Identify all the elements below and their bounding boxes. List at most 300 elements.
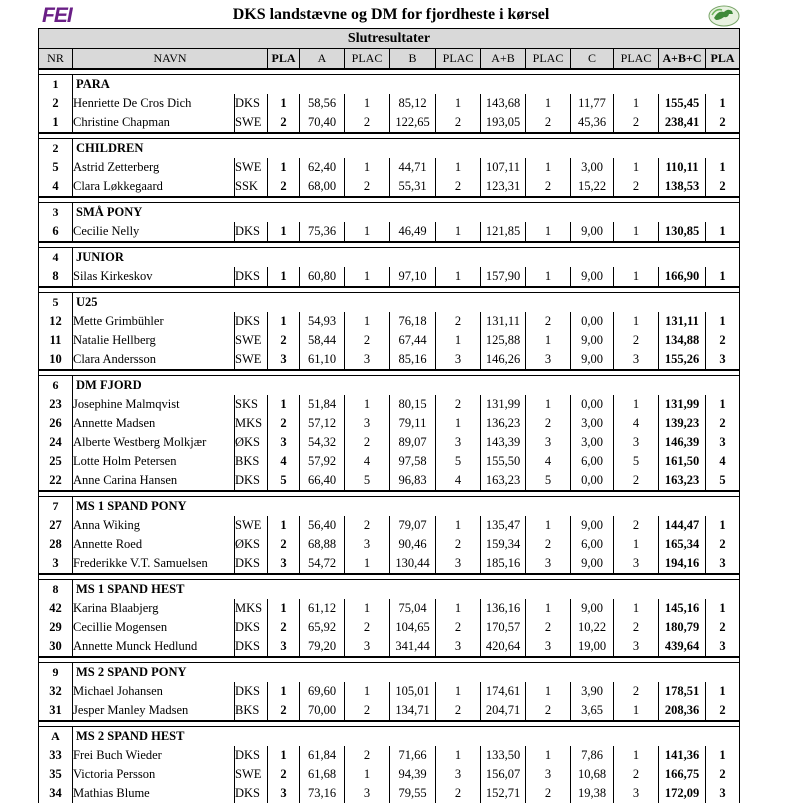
plac-a: 2 bbox=[345, 618, 390, 637]
placement: 1 bbox=[268, 682, 300, 701]
score-a: 51,84 bbox=[300, 395, 345, 414]
plac-a: 1 bbox=[345, 765, 390, 784]
club-code: DKS bbox=[235, 94, 268, 113]
plac-b: 1 bbox=[436, 599, 481, 618]
score-a: 54,72 bbox=[300, 554, 345, 574]
score-ab: 125,88 bbox=[481, 331, 526, 350]
rider-number: 23 bbox=[49, 397, 62, 411]
score-c: 9,00 bbox=[571, 554, 614, 574]
score-abc: 131,11 bbox=[659, 312, 706, 331]
final-placement: 3 bbox=[706, 554, 740, 574]
score-abc: 194,16 bbox=[659, 554, 706, 574]
plac-ab: 4 bbox=[526, 452, 571, 471]
rider-name: Anna Wiking bbox=[73, 516, 235, 535]
table-row bbox=[39, 414, 740, 433]
plac-c: 2 bbox=[614, 516, 659, 535]
club-code: SWE bbox=[235, 113, 268, 133]
score-abc: 161,50 bbox=[659, 452, 706, 471]
final-placement: 1 bbox=[706, 746, 740, 765]
table-row bbox=[39, 599, 740, 618]
final-placement: 2 bbox=[706, 765, 740, 784]
score-a: 60,80 bbox=[300, 267, 345, 287]
club-code: DKS bbox=[235, 222, 268, 242]
club-code: BKS bbox=[235, 452, 268, 471]
plac-b: 1 bbox=[436, 267, 481, 287]
final-placement: 2 bbox=[706, 331, 740, 350]
plac-c: 1 bbox=[614, 222, 659, 242]
plac-a: 2 bbox=[345, 701, 390, 721]
score-c: 9,00 bbox=[571, 516, 614, 535]
rider-number: 29 bbox=[49, 620, 62, 634]
club-code: DKS bbox=[235, 618, 268, 637]
rider-name: Cecillie Mogensen bbox=[73, 618, 235, 637]
plac-a: 2 bbox=[345, 177, 390, 197]
table-row bbox=[39, 312, 740, 331]
score-a: 61,12 bbox=[300, 599, 345, 618]
score-ab: 146,26 bbox=[481, 350, 526, 370]
rider-number: 31 bbox=[49, 703, 62, 717]
score-ab: 131,11 bbox=[481, 312, 526, 331]
rider-number: 11 bbox=[49, 333, 62, 347]
category-name: DM FJORD bbox=[73, 376, 740, 396]
plac-ab: 2 bbox=[526, 701, 571, 721]
table-row bbox=[39, 765, 740, 784]
plac-ab: 2 bbox=[526, 113, 571, 133]
plac-b: 1 bbox=[436, 746, 481, 765]
plac-ab: 2 bbox=[526, 312, 571, 331]
category-number: 9 bbox=[52, 665, 59, 679]
club-code: BKS bbox=[235, 701, 268, 721]
plac-ab: 3 bbox=[526, 765, 571, 784]
score-abc: 155,45 bbox=[659, 94, 706, 113]
score-abc: 238,41 bbox=[659, 113, 706, 133]
placement: 2 bbox=[268, 177, 300, 197]
table-row bbox=[39, 516, 740, 535]
plac-a: 2 bbox=[345, 516, 390, 535]
table-row bbox=[39, 395, 740, 414]
rider-name: Frederikke V.T. Samuelsen bbox=[73, 554, 235, 574]
table-row bbox=[39, 452, 740, 471]
category-row bbox=[39, 139, 740, 159]
score-b: 79,55 bbox=[390, 784, 436, 803]
score-b: 341,44 bbox=[390, 637, 436, 657]
rider-number: 26 bbox=[49, 416, 62, 430]
rider-number: 8 bbox=[52, 269, 59, 283]
placement: 5 bbox=[268, 471, 300, 491]
plac-c: 1 bbox=[614, 599, 659, 618]
score-ab: 143,68 bbox=[481, 94, 526, 113]
club-code: ØKS bbox=[235, 433, 268, 452]
score-c: 9,00 bbox=[571, 267, 614, 287]
score-ab: 174,61 bbox=[481, 682, 526, 701]
rider-number: 28 bbox=[49, 537, 62, 551]
score-abc: 166,90 bbox=[659, 267, 706, 287]
category-name: CHILDREN bbox=[73, 139, 740, 159]
rider-number: 10 bbox=[49, 352, 62, 366]
plac-b: 3 bbox=[436, 637, 481, 657]
score-c: 9,00 bbox=[571, 350, 614, 370]
rider-name: Cecilie Nelly bbox=[73, 222, 235, 242]
score-abc: 144,47 bbox=[659, 516, 706, 535]
score-a: 62,40 bbox=[300, 158, 345, 177]
rider-number: 33 bbox=[49, 748, 62, 762]
plac-ab: 1 bbox=[526, 267, 571, 287]
final-placement: 3 bbox=[706, 350, 740, 370]
plac-ab: 1 bbox=[526, 395, 571, 414]
club-code: DKS bbox=[235, 682, 268, 701]
final-placement: 1 bbox=[706, 682, 740, 701]
club-code: MKS bbox=[235, 599, 268, 618]
score-b: 71,66 bbox=[390, 746, 436, 765]
score-abc: 141,36 bbox=[659, 746, 706, 765]
plac-a: 1 bbox=[345, 222, 390, 242]
rider-name: Lotte Holm Petersen bbox=[73, 452, 235, 471]
club-code: SSK bbox=[235, 177, 268, 197]
score-a: 69,60 bbox=[300, 682, 345, 701]
club-code: SKS bbox=[235, 395, 268, 414]
score-ab: 185,16 bbox=[481, 554, 526, 574]
category-number: 2 bbox=[52, 141, 59, 155]
score-a: 68,88 bbox=[300, 535, 345, 554]
plac-a: 2 bbox=[345, 746, 390, 765]
score-c: 3,00 bbox=[571, 414, 614, 433]
placement: 1 bbox=[268, 222, 300, 242]
club-code: MKS bbox=[235, 414, 268, 433]
final-placement: 2 bbox=[706, 177, 740, 197]
score-b: 97,10 bbox=[390, 267, 436, 287]
placement: 2 bbox=[268, 414, 300, 433]
plac-a: 3 bbox=[345, 414, 390, 433]
club-code: DKS bbox=[235, 784, 268, 803]
score-ab: 152,71 bbox=[481, 784, 526, 803]
category-row bbox=[39, 497, 740, 517]
rider-number: 5 bbox=[52, 160, 59, 174]
rider-name: Astrid Zetterberg bbox=[73, 158, 235, 177]
score-a: 70,00 bbox=[300, 701, 345, 721]
score-ab: 136,16 bbox=[481, 599, 526, 618]
score-a: 61,84 bbox=[300, 746, 345, 765]
placement: 1 bbox=[268, 267, 300, 287]
plac-b: 2 bbox=[436, 535, 481, 554]
score-abc: 439,64 bbox=[659, 637, 706, 657]
score-ab: 204,71 bbox=[481, 701, 526, 721]
plac-a: 1 bbox=[345, 395, 390, 414]
final-placement: 1 bbox=[706, 516, 740, 535]
plac-ab: 3 bbox=[526, 433, 571, 452]
plac-c: 3 bbox=[614, 433, 659, 452]
rider-name: Anne Carina Hansen bbox=[73, 471, 235, 491]
rider-number: 30 bbox=[49, 639, 62, 653]
plac-a: 1 bbox=[345, 312, 390, 331]
plac-b: 1 bbox=[436, 414, 481, 433]
category-name: MS 1 SPAND PONY bbox=[73, 497, 740, 517]
score-c: 10,22 bbox=[571, 618, 614, 637]
category-name: MS 2 SPAND HEST bbox=[73, 727, 740, 747]
plac-ab: 3 bbox=[526, 637, 571, 657]
rider-number: 3 bbox=[52, 556, 59, 570]
rider-number: 34 bbox=[49, 786, 62, 800]
score-abc: 180,79 bbox=[659, 618, 706, 637]
rider-name: Victoria Persson bbox=[73, 765, 235, 784]
fei-logo: FEI bbox=[42, 4, 72, 27]
final-placement: 5 bbox=[706, 471, 740, 491]
rider-number: 27 bbox=[49, 518, 62, 532]
score-c: 9,00 bbox=[571, 331, 614, 350]
club-code: DKS bbox=[235, 637, 268, 657]
table-row bbox=[39, 158, 740, 177]
score-abc: 172,09 bbox=[659, 784, 706, 803]
plac-c: 1 bbox=[614, 535, 659, 554]
placement: 2 bbox=[268, 535, 300, 554]
placement: 3 bbox=[268, 554, 300, 574]
score-c: 6,00 bbox=[571, 452, 614, 471]
rider-name: Silas Kirkeskov bbox=[73, 267, 235, 287]
score-ab: 143,39 bbox=[481, 433, 526, 452]
score-b: 85,12 bbox=[390, 94, 436, 113]
plac-c: 3 bbox=[614, 784, 659, 803]
col-header-b: B bbox=[390, 49, 436, 70]
plac-a: 3 bbox=[345, 350, 390, 370]
final-placement: 4 bbox=[706, 452, 740, 471]
plac-c: 2 bbox=[614, 765, 659, 784]
rider-number: 4 bbox=[52, 179, 59, 193]
col-header-ab: A+B bbox=[481, 49, 526, 70]
column-header-row bbox=[39, 49, 740, 70]
document-title: DKS landstævne og DM for fjordheste i kørsel bbox=[232, 6, 550, 23]
plac-ab: 1 bbox=[526, 599, 571, 618]
score-b: 94,39 bbox=[390, 765, 436, 784]
score-ab: 136,23 bbox=[481, 414, 526, 433]
score-ab: 107,11 bbox=[481, 158, 526, 177]
plac-a: 2 bbox=[345, 331, 390, 350]
club-code: SWE bbox=[235, 350, 268, 370]
plac-c: 1 bbox=[614, 312, 659, 331]
col-header-ab-plac: PLAC bbox=[526, 49, 571, 70]
score-b: 97,58 bbox=[390, 452, 436, 471]
category-name: U25 bbox=[73, 293, 740, 313]
col-header-nr: NR bbox=[39, 49, 73, 70]
score-b: 46,49 bbox=[390, 222, 436, 242]
table-subtitle: Slutresultater bbox=[39, 29, 740, 49]
score-abc: 163,23 bbox=[659, 471, 706, 491]
col-header-abc: A+B+C bbox=[659, 49, 706, 70]
results-table bbox=[38, 28, 740, 803]
category-name: PARA bbox=[73, 75, 740, 95]
score-b: 105,01 bbox=[390, 682, 436, 701]
placement: 3 bbox=[268, 433, 300, 452]
score-c: 45,36 bbox=[571, 113, 614, 133]
rider-name: Mette Grimbühler bbox=[73, 312, 235, 331]
table-row bbox=[39, 701, 740, 721]
table-row bbox=[39, 746, 740, 765]
score-ab: 123,31 bbox=[481, 177, 526, 197]
rider-name: Mathias Blume bbox=[73, 784, 235, 803]
plac-ab: 2 bbox=[526, 535, 571, 554]
final-placement: 1 bbox=[706, 94, 740, 113]
col-header-a: A bbox=[300, 49, 345, 70]
plac-b: 2 bbox=[436, 312, 481, 331]
score-a: 58,44 bbox=[300, 331, 345, 350]
plac-b: 2 bbox=[436, 784, 481, 803]
placement: 2 bbox=[268, 113, 300, 133]
plac-ab: 2 bbox=[526, 414, 571, 433]
score-abc: 110,11 bbox=[659, 158, 706, 177]
score-b: 122,65 bbox=[390, 113, 436, 133]
plac-b: 2 bbox=[436, 177, 481, 197]
score-c: 3,00 bbox=[571, 433, 614, 452]
col-header-final-pla: PLA bbox=[706, 49, 740, 70]
plac-b: 1 bbox=[436, 222, 481, 242]
final-placement: 2 bbox=[706, 701, 740, 721]
rider-name: Annette Munck Hedlund bbox=[73, 637, 235, 657]
placement: 1 bbox=[268, 158, 300, 177]
plac-ab: 1 bbox=[526, 94, 571, 113]
final-placement: 2 bbox=[706, 113, 740, 133]
final-placement: 2 bbox=[706, 618, 740, 637]
table-row bbox=[39, 471, 740, 491]
category-number: 3 bbox=[52, 205, 59, 219]
score-c: 7,86 bbox=[571, 746, 614, 765]
plac-c: 2 bbox=[614, 177, 659, 197]
rider-number: 6 bbox=[52, 224, 59, 238]
score-c: 3,90 bbox=[571, 682, 614, 701]
score-a: 54,93 bbox=[300, 312, 345, 331]
table-row bbox=[39, 350, 740, 370]
score-c: 6,00 bbox=[571, 535, 614, 554]
plac-c: 2 bbox=[614, 618, 659, 637]
rider-name: Annette Roed bbox=[73, 535, 235, 554]
plac-a: 1 bbox=[345, 682, 390, 701]
col-header-b-plac: PLAC bbox=[436, 49, 481, 70]
category-row bbox=[39, 727, 740, 747]
rider-name: Josephine Malmqvist bbox=[73, 395, 235, 414]
plac-a: 3 bbox=[345, 535, 390, 554]
plac-ab: 3 bbox=[526, 554, 571, 574]
score-b: 79,07 bbox=[390, 516, 436, 535]
category-row bbox=[39, 75, 740, 95]
rider-number: 24 bbox=[49, 435, 62, 449]
club-code: SWE bbox=[235, 331, 268, 350]
score-b: 104,65 bbox=[390, 618, 436, 637]
plac-ab: 1 bbox=[526, 158, 571, 177]
score-a: 57,92 bbox=[300, 452, 345, 471]
table-row bbox=[39, 682, 740, 701]
col-header-a-plac: PLAC bbox=[345, 49, 390, 70]
score-a: 56,40 bbox=[300, 516, 345, 535]
plac-a: 1 bbox=[345, 599, 390, 618]
table-row bbox=[39, 267, 740, 287]
final-placement: 1 bbox=[706, 599, 740, 618]
table-row bbox=[39, 94, 740, 113]
placement: 3 bbox=[268, 350, 300, 370]
placement: 2 bbox=[268, 618, 300, 637]
category-row bbox=[39, 203, 740, 223]
score-b: 90,46 bbox=[390, 535, 436, 554]
rider-number: 32 bbox=[49, 684, 62, 698]
plac-c: 1 bbox=[614, 267, 659, 287]
score-a: 57,12 bbox=[300, 414, 345, 433]
plac-a: 5 bbox=[345, 471, 390, 491]
club-code: DKS bbox=[235, 471, 268, 491]
category-number: 1 bbox=[52, 77, 59, 91]
score-b: 76,18 bbox=[390, 312, 436, 331]
category-number: 6 bbox=[52, 378, 59, 392]
score-c: 0,00 bbox=[571, 471, 614, 491]
table-row bbox=[39, 618, 740, 637]
table-row bbox=[39, 784, 740, 803]
score-a: 61,68 bbox=[300, 765, 345, 784]
score-abc: 138,53 bbox=[659, 177, 706, 197]
placement: 2 bbox=[268, 331, 300, 350]
category-number: 4 bbox=[52, 250, 59, 264]
score-abc: 131,99 bbox=[659, 395, 706, 414]
plac-c: 1 bbox=[614, 746, 659, 765]
placement: 3 bbox=[268, 784, 300, 803]
score-ab: 420,64 bbox=[481, 637, 526, 657]
placement: 4 bbox=[268, 452, 300, 471]
final-placement: 3 bbox=[706, 433, 740, 452]
plac-a: 1 bbox=[345, 94, 390, 113]
category-number: 7 bbox=[52, 499, 59, 513]
score-abc: 139,23 bbox=[659, 414, 706, 433]
category-row bbox=[39, 248, 740, 268]
score-c: 11,77 bbox=[571, 94, 614, 113]
score-b: 55,31 bbox=[390, 177, 436, 197]
score-ab: 163,23 bbox=[481, 471, 526, 491]
plac-ab: 2 bbox=[526, 177, 571, 197]
plac-b: 2 bbox=[436, 395, 481, 414]
plac-a: 1 bbox=[345, 158, 390, 177]
plac-ab: 1 bbox=[526, 222, 571, 242]
table-row bbox=[39, 433, 740, 452]
plac-ab: 2 bbox=[526, 618, 571, 637]
placement: 1 bbox=[268, 312, 300, 331]
table-row bbox=[39, 535, 740, 554]
score-abc: 134,88 bbox=[659, 331, 706, 350]
club-code: SWE bbox=[235, 158, 268, 177]
score-c: 9,00 bbox=[571, 222, 614, 242]
score-b: 79,11 bbox=[390, 414, 436, 433]
rider-name: Clara Løkkegaard bbox=[73, 177, 235, 197]
score-a: 75,36 bbox=[300, 222, 345, 242]
rider-number: 1 bbox=[52, 115, 59, 129]
club-code: SWE bbox=[235, 516, 268, 535]
plac-a: 2 bbox=[345, 433, 390, 452]
score-c: 10,68 bbox=[571, 765, 614, 784]
score-a: 66,40 bbox=[300, 471, 345, 491]
plac-a: 1 bbox=[345, 267, 390, 287]
category-name: MS 2 SPAND PONY bbox=[73, 663, 740, 683]
category-number: 5 bbox=[52, 295, 59, 309]
rider-name: Michael Johansen bbox=[73, 682, 235, 701]
rider-number: 12 bbox=[49, 314, 62, 328]
table-row bbox=[39, 554, 740, 574]
plac-b: 3 bbox=[436, 433, 481, 452]
col-header-pla: PLA bbox=[268, 49, 300, 70]
plac-b: 1 bbox=[436, 158, 481, 177]
rider-number: 2 bbox=[52, 96, 59, 110]
plac-b: 1 bbox=[436, 682, 481, 701]
score-abc: 146,39 bbox=[659, 433, 706, 452]
final-placement: 3 bbox=[706, 784, 740, 803]
placement: 2 bbox=[268, 701, 300, 721]
score-abc: 130,85 bbox=[659, 222, 706, 242]
score-c: 19,00 bbox=[571, 637, 614, 657]
plac-b: 3 bbox=[436, 765, 481, 784]
score-a: 73,16 bbox=[300, 784, 345, 803]
plac-a: 3 bbox=[345, 637, 390, 657]
category-name: JUNIOR bbox=[73, 248, 740, 268]
